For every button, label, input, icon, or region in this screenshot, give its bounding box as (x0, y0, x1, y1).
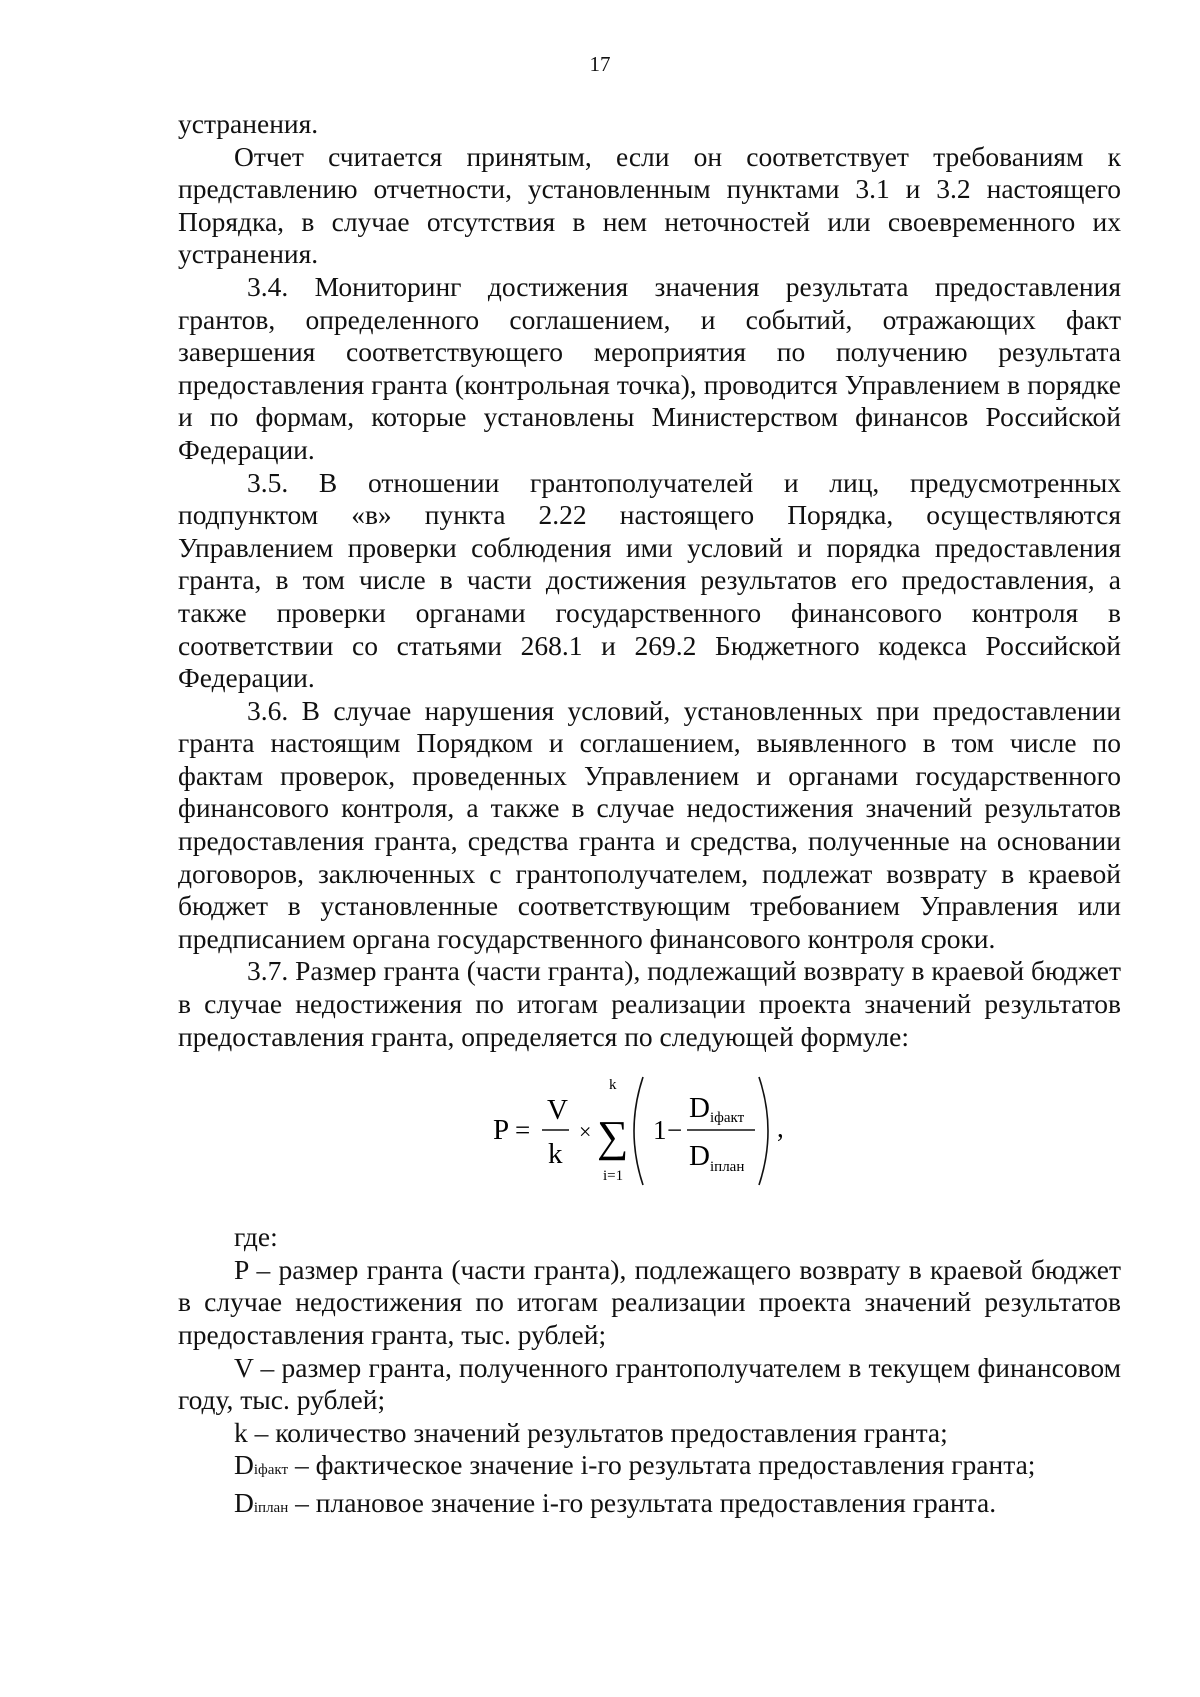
formula-d-fact: D (689, 1092, 710, 1125)
formula-equals: = (515, 1115, 531, 1146)
definition-p: P – размер гранта (части гранта), подлежащего возврату в краевой бюджет в случае недостижения по итогам реализации проекта значений результатов предоставления гранта, тыс. рублей; (178, 1253, 1121, 1350)
paragraph-3-4: 3.4. Мониторинг достижения значения результата предоставления грантов, определенного соглашением, и событий, отражающих факт завершения соответствующего мероприятия по получению результата предоставления гранта (контрольная точка), проводится Управлением в порядке и по формам, которые установлены Министерством финансов Российской Федерации. (178, 270, 1121, 465)
d-fact-text: – фактическое значение i-го результата предоставления гранта; (288, 1449, 1036, 1481)
sum-sign: ∑ (597, 1112, 629, 1162)
paragraph-3-7: 3.7. Размер гранта (части гранта), подлежащий возврату в краевой бюджет в случае недостижения по итогам реализации проекта значений результатов предоставления гранта, определяется по следующей формуле: (178, 955, 1121, 1052)
formula-comma: , (777, 1113, 784, 1144)
formula-one: 1 (653, 1115, 667, 1146)
formula-d-fact-sub: iфакт (710, 1110, 745, 1127)
paragraph-report-accepted: Отчет считается принятым, если он соответствует требованиям к представлению отчетности, установленным пунктами 3.1 и 3.2 настоящего Порядка, в случае отсутствия в нем неточностей или своевременного их устранения. (178, 140, 1121, 270)
paragraph-continuation: устранения. (178, 108, 319, 139)
right-paren (759, 1077, 768, 1185)
document-body (178, 108, 1121, 1525)
paragraph-3-5: 3.5. В отношении грантополучателей и лиц, предусмотренных подпунктом «в» пункта 2.22 настоящего Порядка, осуществляются Управлением проверки соблюдения ими условий и порядка предоставления гранта, в том числе в части достижения результатов его предоставления, а также проверки органами государственного финансового контроля в соответствии со статьями 268.1 и 269.2 Бюджетного кодекса Российской Федерации. (178, 466, 1121, 694)
definition-k: k – количество значений результатов предоставления гранта; (234, 1416, 948, 1448)
definition-v: V – размер гранта, полученного грантополучателем в текущем финансовом году, тыс. рублей; (178, 1351, 1121, 1416)
where-label: где: (234, 1221, 278, 1253)
left-paren (634, 1077, 643, 1185)
d-plan-subscript: iплан (253, 1499, 289, 1516)
grant-return-formula (493, 1067, 813, 1195)
formula-d-plan: D (689, 1140, 710, 1173)
formula-p: P (493, 1114, 510, 1147)
formula-times: × (579, 1119, 592, 1145)
d-fact-symbol: D (234, 1449, 254, 1481)
sum-lower-limit: i=1 (603, 1168, 624, 1185)
formula-minus: − (667, 1115, 683, 1146)
paragraph-3-6: 3.6. В случае нарушения условий, установленных при предоставлении гранта настоящим Порядком и соглашением, выявленного в том числе по фактам проверок, проведенных Управлением и органами государственного финансового контроля, а также в случае недостижения значений результатов предоставления гранта, средства гранта и средства, полученные на основании договоров, заключенных с грантополучателем, подлежат возврату в краевой бюджет в установленные соответствующим требованием Управления или предписанием органа государственного финансового контроля сроки. (178, 694, 1121, 954)
formula-d-plan-sub: iплан (710, 1159, 745, 1176)
sum-upper-limit: k (609, 1077, 617, 1094)
formula-block (178, 1067, 1121, 1195)
formula-v: V (547, 1094, 568, 1127)
d-plan-symbol: D (234, 1486, 254, 1518)
page-number: 17 (589, 52, 611, 76)
definition-d-fact (178, 1449, 1121, 1487)
d-plan-text: – плановое значение i-го результата предоставления гранта. (288, 1486, 997, 1518)
definition-d-plan (178, 1487, 1121, 1525)
formula-k: k (548, 1138, 563, 1171)
d-fact-subscript: iфакт (253, 1462, 289, 1479)
